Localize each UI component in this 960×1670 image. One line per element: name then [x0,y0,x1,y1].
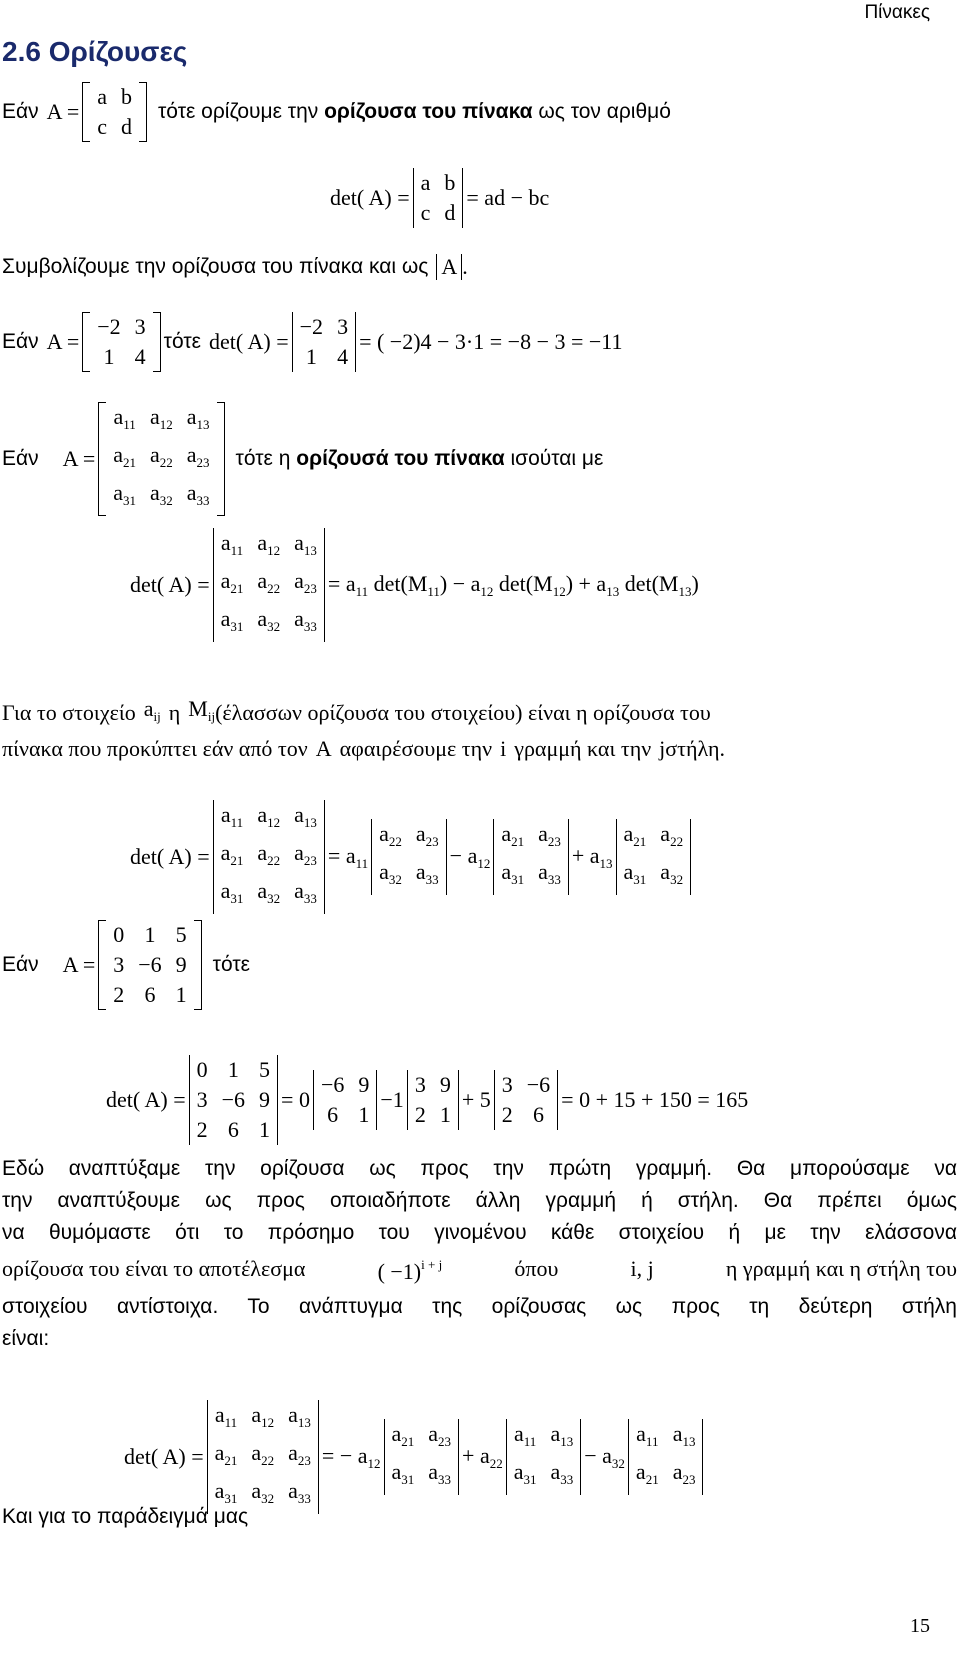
minor-line2: πίνακα που προκύπτει εάν από τον A αφαιρέσουμε την i γραμμή και την j στήλη. [2,736,725,761]
example2-matrix: −2 3 1 4 [82,312,160,372]
section-title: 2.6 Ορίζουσες [2,36,188,67]
example3-line: Εάν A = 0 1 5 3 −6 9 2 6 1 τότε [2,920,250,1010]
det-2x2: a b c d [413,168,464,228]
matrix-a-2x2: a b c d [82,82,147,142]
symbol-line: Συμβολίζουμε την ορίζουσα του πίνακα και ως A . [2,254,468,279]
matrix-a-3x3: $a_{11}$ $a_{12}$ $a_{13}$ $a_{21}$ $a_{22}$ $a_{23}$ $a_{31}$ $a_{32}$ $a_{33}$ [98,402,224,516]
para-line1: Εδώ αναπτύξαμε την ορίζουσα ως προς την πρώτη γραμμή. Θα μπορούσαμε να [2,1157,957,1180]
det3-col2-expansion: det( A) = $a_{11}$ $a_{12}$ $a_{13}$ $a_{21}$ $a_{22}$ $a_{23}$ $a_{31}$ $a_{32}$ $a_{33}$ = − $a_{12}$ $a_{21}$ $a_{23}$ $a_{31}$ $a_{33}$ + $a_{22}$ $a_{11}$ $a_{13}$ $a_{31}$ $a_{33}$ − $a_{32}$ $a_{11}$ $a_{13}$ $a_{21}$ $a_{23}$ [124,1400,706,1514]
example3-det: 0 1 5 3 −6 9 2 6 1 [189,1055,278,1145]
minor-line1: Για το στοιχείο $a_{ij}$ η $M_{ij}$ (έλασσων ορίζουσα του στοιχείου) είναι η ορίζουσα του [2,696,711,725]
det3-minors-formula: det( A) = $a_{11}$ $a_{12}$ $a_{13}$ $a_{21}$ $a_{22}$ $a_{23}$ $a_{31}$ $a_{32}$ $a_{33}$ = $a_{11}$ $\det(M_{11}) - a_{12}$ $\det(M_{12}) + a_{13}$ $\det(M_{13})$ [130,528,699,642]
det2-formula: det( A) = a b c d = ad − bc [330,168,549,228]
para-line4: ορίζουσα του είναι το αποτέλεσμα ( −1)$^{i + j}$ όπου i, j η γραμμή και η στήλη του [2,1255,957,1284]
example2-det: −2 3 1 4 [292,312,356,372]
closing-line: Και για το παράδειγμά μας [2,1505,249,1528]
det3-row1-expansion: det( A) = $a_{11}$ $a_{12}$ $a_{13}$ $a_{21}$ $a_{22}$ $a_{23}$ $a_{31}$ $a_{32}$ $a_{33}$ = $a_{11}$ $a_{22}$ $a_{23}$ $a_{32}$ $a_{33}$ − $a_{12}$ $a_{21}$ $a_{23}$ $a_{31}$ $a_{33}$ + $a_{13}$ $a_{21}$ $a_{22}$ $a_{31}$ $a_{32}$ [130,800,694,914]
def2-text: τότε ορίζουμε την ορίζουσα του πίνακα ως τον αριθμό [158,100,671,123]
example3-computation: det( A) = 0 1 5 3 −6 9 2 6 1 = 0 −6 9 6 1 −1 3 9 2 1 + 5 3 −6 2 6 = 0 + 15 + 150 = 165 [106,1055,748,1145]
det-3x3: $a_{11}$ $a_{12}$ $a_{13}$ $a_{21}$ $a_{22}$ $a_{23}$ $a_{31}$ $a_{32}$ $a_{33}$ [213,528,325,642]
page-number: 15 [910,1615,930,1637]
section-header: Πίνακες [864,2,930,23]
para-line5: στοιχείου αντίστοιχα. Το ανάπτυγμα της ορίζουσας ως προς τη δεύτερη στήλη [2,1295,957,1318]
example3-matrix: 0 1 5 3 −6 9 2 6 1 [98,920,201,1010]
para-line2: την αναπτύξουμε ως προς οποιαδήποτε άλλη γραμμή ή στήλη. Θα πρέπει όμως [2,1189,957,1212]
example2-line: Εάν A = −2 3 1 4 τότε det( A) = −2 3 1 4 = ( −2)4 − 3·1 = −8 − 3 = −11 [2,312,622,372]
para-line6: είναι: [2,1327,50,1350]
def2-intro: Εάν [2,100,39,123]
def3-line: Εάν A = $a_{11}$ $a_{12}$ $a_{13}$ $a_{21}$ $a_{22}$ $a_{23}$ $a_{31}$ $a_{32}$ $a_{33}$ τότε η ορίζουσά του πίνακα ισούται με [2,402,603,516]
para-line3: να θυμόμαστε ότι το πρόσημο του γινομένου κάθε στοιχείου ή με την ελάσσονα [2,1221,957,1244]
def2-line: Εάν A = a b c d τότε ορίζουμε την ορίζουσα του πίνακα ως τον αριθμό [2,82,671,142]
